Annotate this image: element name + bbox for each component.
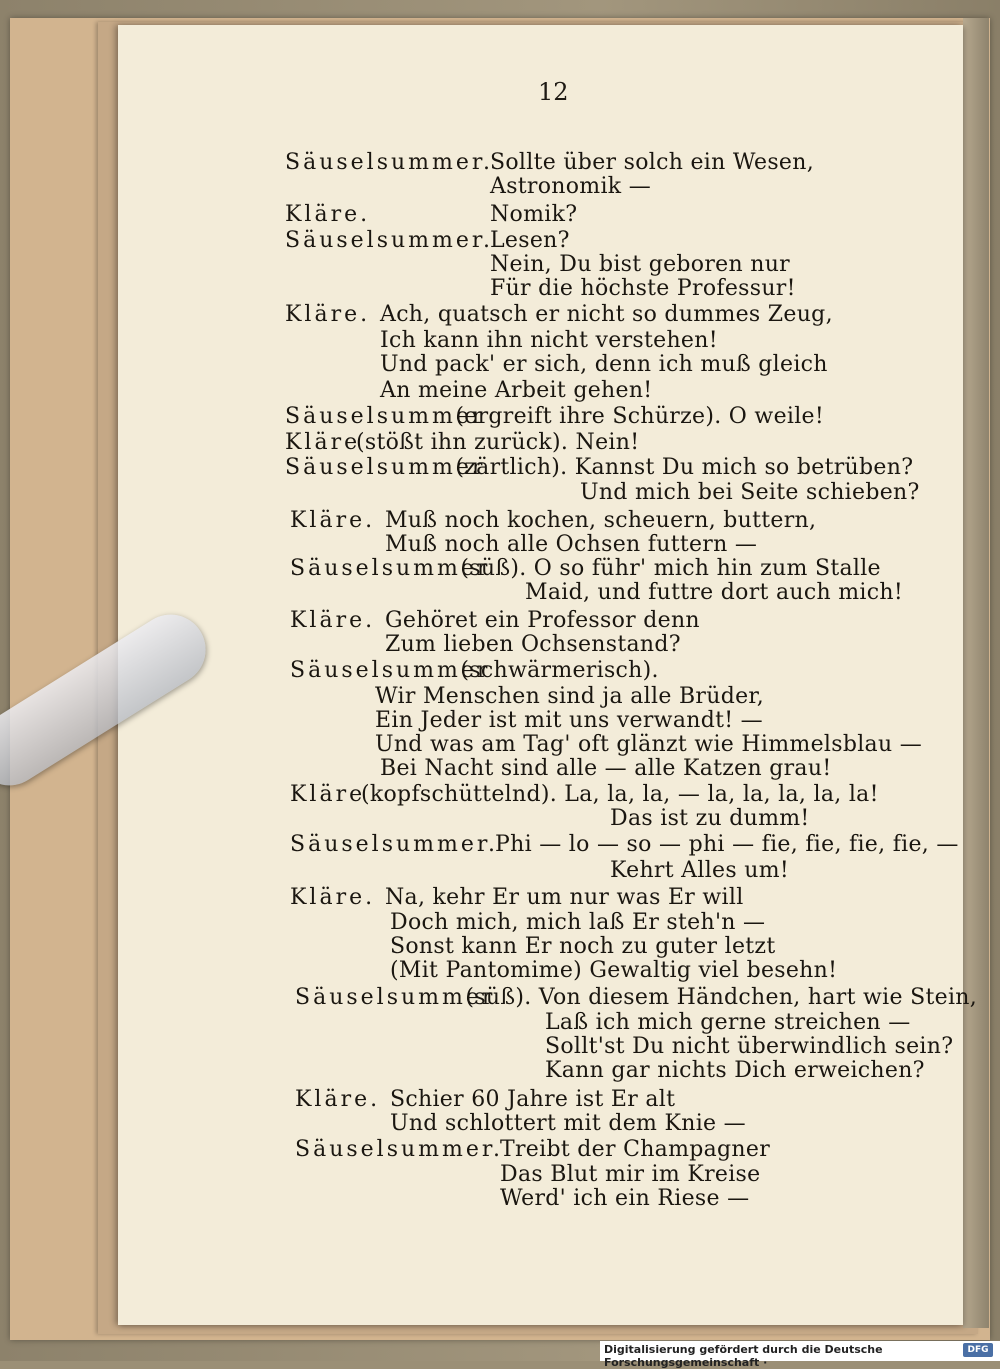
verse-line: (süß). O so führ' mich hin zum Stalle: [460, 556, 881, 581]
speaker-name: Kläre: [290, 782, 366, 807]
verse-line: Ach, quatsch er nicht so dummes Zeug,: [380, 302, 833, 327]
speaker-name: Kläre.: [290, 608, 376, 633]
speaker-name: Säuselsummer: [295, 985, 496, 1010]
verse-line: Gehöret ein Professor denn: [385, 608, 700, 633]
verse-line: Nomik?: [490, 202, 578, 227]
speaker-name: Kläre.: [285, 202, 371, 227]
verse-line: Maid, und futtre dort auch mich!: [525, 580, 903, 605]
speaker-name: Säuselsummer: [285, 455, 486, 480]
speaker-name: Säuselsummer: [285, 404, 486, 429]
verse-line: Sonst kann Er noch zu guter letzt: [390, 934, 776, 959]
book-page-edges: [963, 18, 989, 1328]
verse-line: Bei Nacht sind alle — alle Katzen grau!: [380, 756, 832, 781]
verse-line: Kann gar nichts Dich erweichen?: [545, 1058, 925, 1083]
verse-line: Das Blut mir im Kreise: [500, 1162, 761, 1187]
verse-line: Ein Jeder ist mit uns verwandt! —: [375, 708, 763, 733]
footer-credit: Digitalisierung gefördert durch die Deutsche Forschungsgemeinschaft ·: [604, 1343, 883, 1369]
speaker-name: Kläre.: [295, 1087, 381, 1112]
speaker-name: Säuselsummer: [290, 658, 491, 683]
verse-line: (kopfschüttelnd). La, la, la, — la, la, la, la, la!: [361, 782, 879, 807]
speaker-name: Säuselsummer: [290, 556, 491, 581]
verse-line: Ich kann ihn nicht verstehen!: [380, 328, 718, 353]
verse-line: Sollte über solch ein Wesen,: [490, 150, 815, 175]
verse-line: Das ist zu dumm!: [610, 806, 810, 831]
verse-line: Nein, Du bist geboren nur: [490, 252, 790, 277]
verse-line: Laß ich mich gerne streichen —: [545, 1010, 911, 1035]
speaker-name: Säuselsummer.: [285, 228, 493, 253]
verse-line: Werd' ich ein Riese —: [500, 1186, 750, 1211]
verse-line: Und mich bei Seite schieben?: [580, 480, 920, 505]
verse-line: Astronomik —: [490, 174, 652, 199]
verse-line: Und schlottert mit dem Knie —: [390, 1111, 746, 1136]
verse-line: (Mit Pantomime) Gewaltig viel besehn!: [390, 958, 838, 983]
verse-line: (zärtlich). Kannst Du mich so betrüben?: [455, 455, 914, 480]
verse-line: (schwärmerisch).: [460, 658, 659, 683]
verse-line: Muß noch alle Ochsen futtern —: [385, 532, 758, 557]
verse-line: Für die höchste Professur!: [490, 276, 796, 301]
verse-line: Wir Menschen sind ja alle Brüder,: [375, 684, 765, 709]
verse-line: Schier 60 Jahre ist Er alt: [390, 1087, 676, 1112]
verse-line: An meine Arbeit gehen!: [380, 378, 653, 403]
verse-line: Lesen?: [490, 228, 570, 253]
speaker-name: Kläre: [285, 430, 361, 455]
speaker-name: Säuselsummer.: [290, 832, 498, 857]
dfg-logo: DFG: [963, 1343, 993, 1357]
verse-line: Sollt'st Du nicht überwindlich sein?: [545, 1034, 954, 1059]
speaker-name: Kläre.: [290, 885, 376, 910]
verse-line: Phi — lo — so — phi — fie, fie, fie, fie, —: [495, 832, 959, 857]
speaker-name: Kläre.: [290, 508, 376, 533]
verse-line: Treibt der Champagner: [500, 1137, 771, 1162]
verse-line: Und pack' er sich, denn ich muß gleich: [380, 352, 828, 377]
speaker-name: Säuselsummer.: [285, 150, 493, 175]
page-number: 12: [538, 78, 569, 106]
verse-line: Zum lieben Ochsenstand?: [385, 632, 681, 657]
verse-line: Doch mich, mich laß Er steh'n —: [390, 910, 766, 935]
verse-line: Na, kehr Er um nur was Er will: [385, 885, 744, 910]
speaker-name: Kläre.: [285, 302, 371, 327]
verse-line: (ergreift ihre Schürze). O weile!: [455, 404, 825, 429]
verse-line: (süß). Von diesem Händchen, hart wie Stein,: [465, 985, 978, 1010]
verse-line: Und was am Tag' oft glänzt wie Himmelsblau —: [375, 732, 923, 757]
verse-line: Muß noch kochen, scheuern, buttern,: [385, 508, 817, 533]
verse-line: Kehrt Alles um!: [610, 858, 790, 883]
verse-line: (stößt ihn zurück). Nein!: [356, 430, 640, 455]
speaker-name: Säuselsummer.: [295, 1137, 503, 1162]
